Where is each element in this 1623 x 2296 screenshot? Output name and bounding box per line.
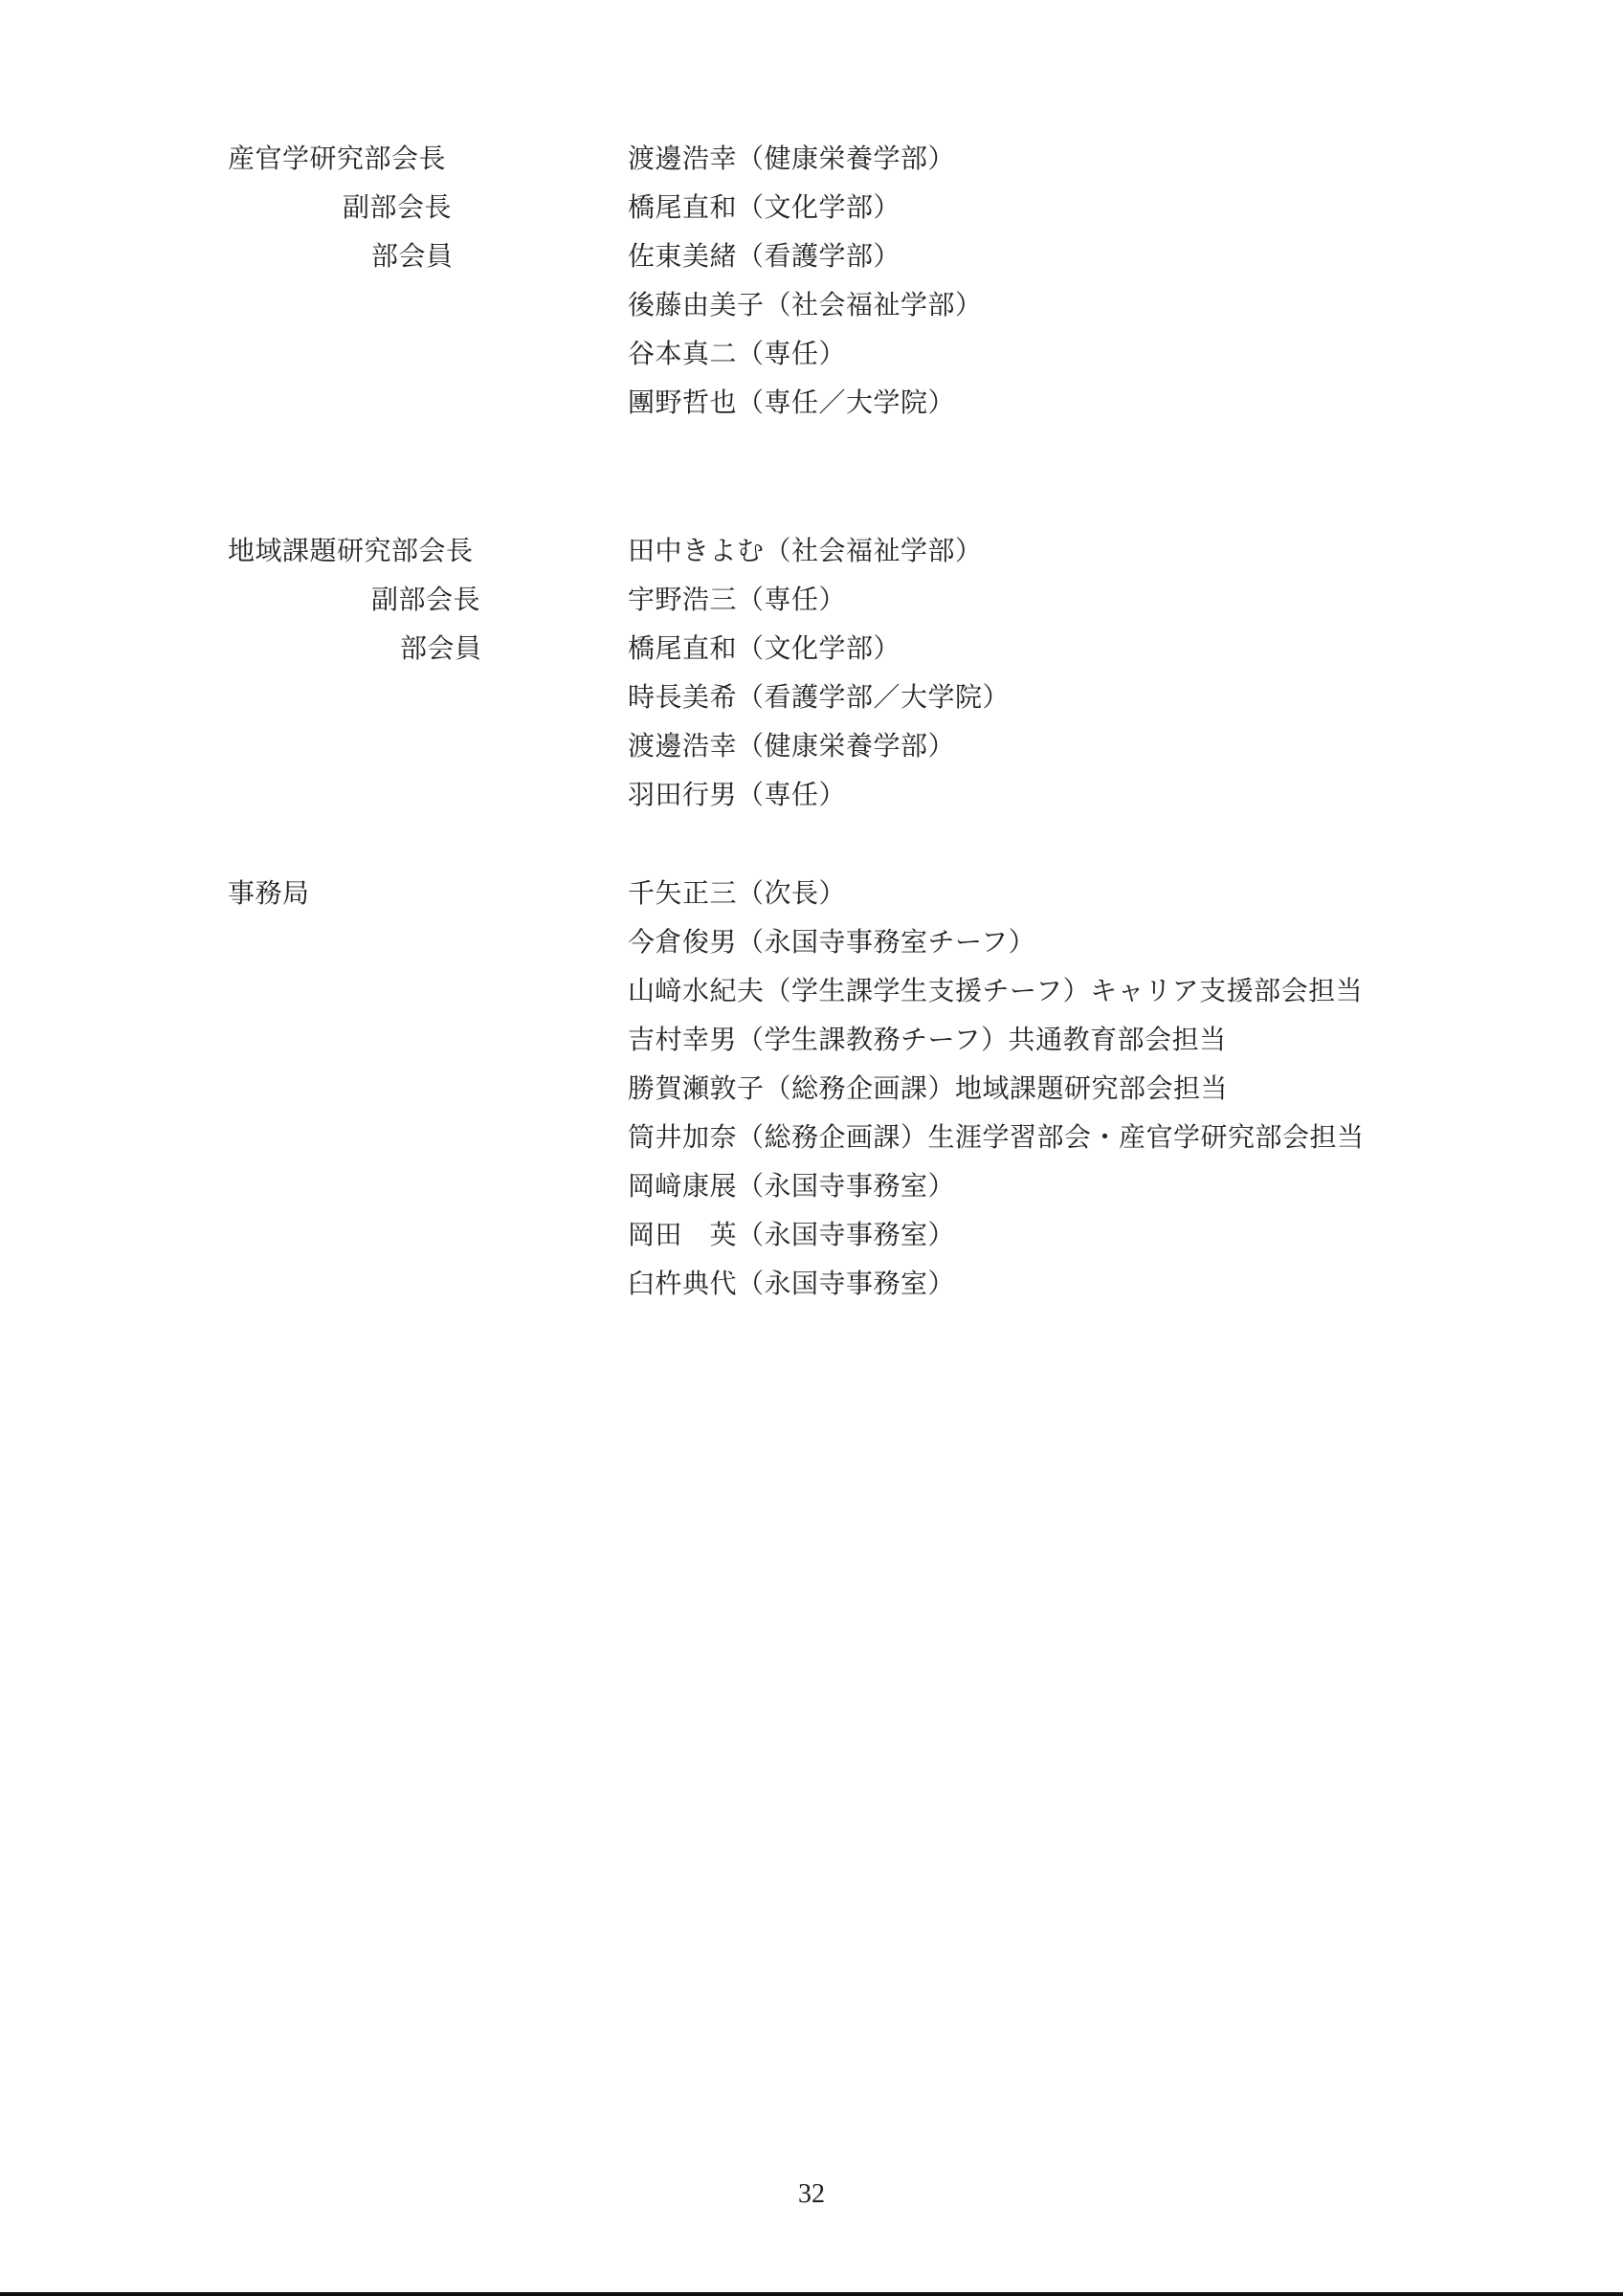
section-2-member: 渡邊浩幸（健康栄養学部） (628, 730, 956, 762)
section-3-secretariat-role: 事務局 (228, 877, 310, 909)
section-2-member: 宇野浩三（専任） (628, 584, 847, 615)
section-2-member: 羽田行男（専任） (628, 779, 847, 810)
section-3-member: 千矢正三（次長） (628, 877, 847, 909)
section-1-member: 谷本真二（専任） (628, 338, 847, 369)
section-1-member: 後藤由美子（社会福祉学部） (628, 289, 983, 320)
section-2-chair-role: 地域課題研究部会長 (228, 535, 474, 566)
bottom-rule (0, 2292, 1623, 2296)
section-2-member: 橋尾直和（文化学部） (628, 632, 901, 664)
section-3-member: 今倉俊男（永国寺事務室チーフ） (628, 926, 1036, 958)
section-2-member-role: 部会員 (400, 632, 482, 664)
section-1-member: 團野哲也（専任／大学院） (628, 386, 956, 418)
section-1-chair-role: 産官学研究部会長 (228, 143, 447, 174)
section-1-vice-role: 副部会長 (343, 191, 453, 223)
section-3-member: 臼杵典代（永国寺事務室） (628, 1268, 956, 1299)
section-2-member: 田中きよむ（社会福祉学部） (628, 535, 983, 566)
section-1-member-role: 部会員 (371, 240, 454, 272)
section-3-member: 岡田 英（永国寺事務室） (628, 1219, 956, 1250)
section-3-member: 勝賀瀬敦子（総務企画課）地域課題研究部会担当 (628, 1072, 1229, 1104)
section-1-member: 橋尾直和（文化学部） (628, 191, 901, 223)
page-number: 32 (798, 2179, 825, 2209)
section-3-member: 山﨑水紀夫（学生課学生支援チーフ）キャリア支援部会担当 (628, 975, 1364, 1006)
section-1-member: 佐東美緒（看護学部） (628, 240, 901, 272)
section-1-member: 渡邊浩幸（健康栄養学部） (628, 143, 956, 174)
section-3-member: 岡﨑康展（永国寺事務室） (628, 1170, 956, 1202)
section-3-member: 吉村幸男（学生課教務チーフ）共通教育部会担当 (628, 1024, 1227, 1055)
section-3-member: 筒井加奈（総務企画課）生涯学習部会・産官学研究部会担当 (628, 1121, 1365, 1153)
section-2-vice-role: 副部会長 (371, 584, 481, 615)
section-2-member: 時長美希（看護学部／大学院） (628, 681, 1011, 713)
